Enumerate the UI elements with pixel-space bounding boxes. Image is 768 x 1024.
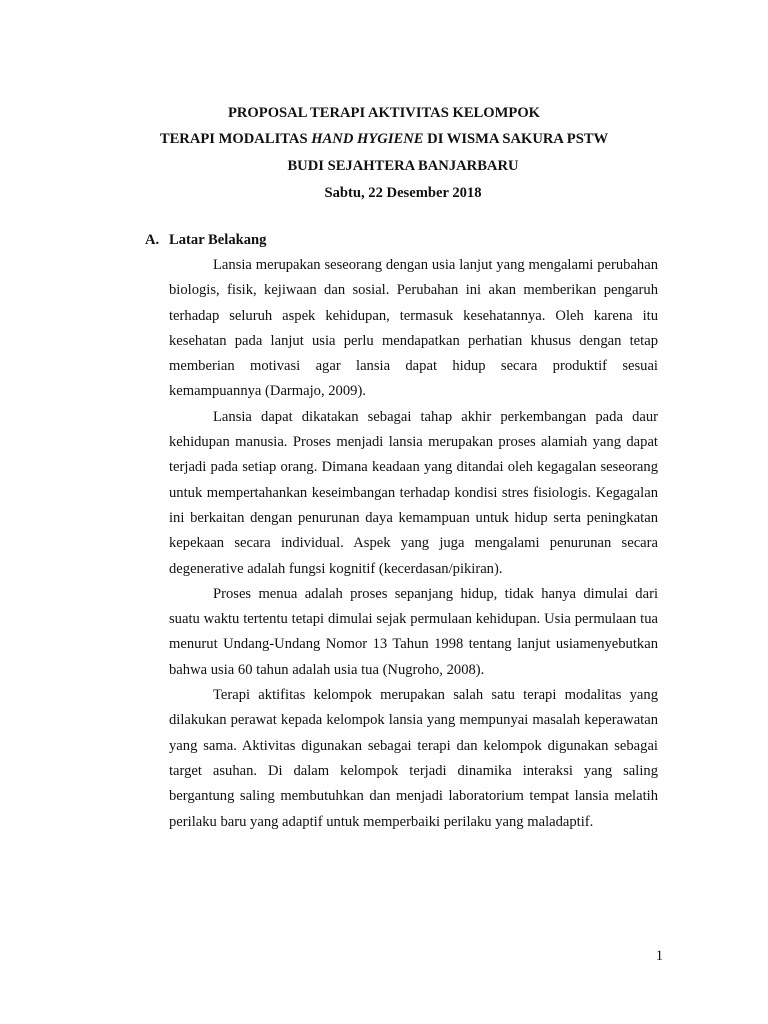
paragraph-3: Proses menua adalah proses sepanjang hidup, tidak hanya dimulai dari suatu waktu tertentu tetapi dimulai sejak permulaan kehidupan. Usia permulaan tua menurut Undang-Undang Nomor 13 Tahun 1998 tentang lanjut usiamenyebutkan bahwa usia 60 tahun adalah usia tua (Nugroho, 2008). — [169, 585, 658, 678]
title-line-1: PROPOSAL TERAPI AKTIVITAS KELOMPOK — [227, 105, 541, 121]
title-line-3: BUDI SEJAHTERA BANJARBARU — [287, 157, 519, 174]
section-heading — [145, 227, 658, 253]
document-date: Sabtu, 22 Desember 2018 — [324, 185, 482, 202]
section-latar-belakang — [145, 227, 658, 835]
title-line-2-italic: HAND HYGIENE — [311, 131, 424, 148]
section-body — [169, 253, 658, 835]
section-title: Latar Belakang — [169, 232, 267, 248]
document-heading — [0, 100, 768, 207]
paragraph-1: Lansia merupakan seseorang dengan usia lanjut yang mengalami perubahan biologis, fisik, kejiwaan dan sosial. Perubahan ini akan memberikan pengaruh terhadap seluruh aspek kehidupan, termasuk kesehatannya. Oleh karena itu kesehatan pada lanjut usia perlu mendapatkan perhatian khusus dengan tetap memberian motivasi agar lansia dapat hidup secara produktif sesuai kemampuannya (Darmajo, 2009). — [169, 257, 658, 400]
paragraph-4: Terapi aktifitas kelompok merupakan salah satu terapi modalitas yang dilakukan perawat kepada kelompok lansia yang mempunyai masalah keperawatan yang sama. Aktivitas digunakan sebagai terapi dan kelompok digunakan sebagai target asuhan. Di dalam kelompok terjadi dinamika interaksi yang saling bergantung saling membutuhkan dan menjadi laboratorium tempat lansia melatih perilaku baru yang adaptif untuk memperbaiki perilaku yang maladaptif. — [169, 687, 658, 830]
section-letter: A. — [145, 232, 160, 248]
page-number: 1 — [655, 948, 663, 964]
title-line-2-start: TERAPI MODALITAS — [159, 131, 312, 148]
title-line-2 — [0, 126, 768, 152]
title-line-2-end: DI WISMA SAKURA PSTW — [423, 131, 609, 148]
paragraph-2: Lansia dapat dikatakan sebagai tahap akhir perkembangan pada daur kehidupan manusia. Proses menjadi lansia merupakan proses alamiah yang dapat terjadi pada setiap orang. Dimana keadaan yang ditandai oleh kegagalan seseorang untuk mempertahankan keseimbangan terhadap kondisi stres fisiologis. Kegagalan ini berkaitan dengan penurunan daya kemampuan untuk hidup serta peningkatan kepekaan secara individual. Aspek yang juga mengalami penurunan secara degenerative adalah fungsi kognitif (kecerdasan/pikiran). — [169, 408, 658, 577]
